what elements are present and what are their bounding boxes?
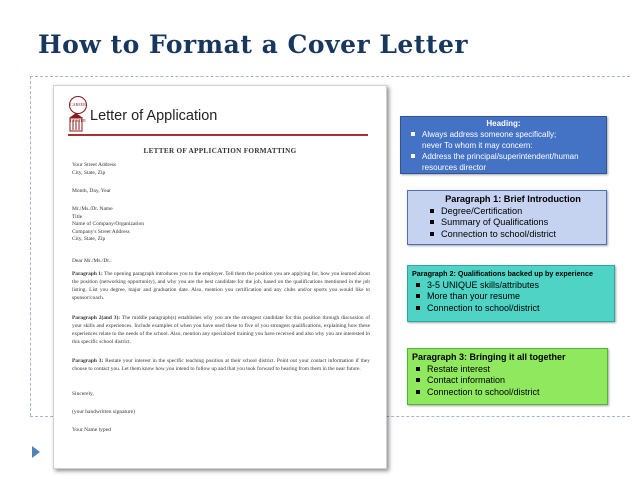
salutation-text: Dear Mr./Ms./Dr.: (72, 258, 112, 264)
heading-callout (400, 116, 607, 174)
callout-bullet-text: never To whom it may concern: (422, 141, 533, 150)
paragraph2-callout (407, 265, 615, 322)
paragraph2-callout-title: Paragraph 2: Qualifications backed up by experience (412, 269, 593, 278)
paragraph1-callout (407, 190, 607, 245)
callout-bullet: Always address someone specifically; (407, 129, 600, 140)
letter-paragraph-1 (72, 271, 370, 303)
career-center-seal: CAREER CENTER (69, 96, 87, 114)
recipient-line: Company's Street Address (72, 228, 130, 235)
closing (72, 391, 368, 399)
address-line: Your Street Address (72, 162, 117, 168)
callout-bullet: Connection to school/district (412, 387, 603, 399)
letter-paragraph-3 (72, 358, 370, 374)
callout-bullet: Connection to school/district (412, 303, 610, 315)
date-line (72, 188, 368, 196)
building-icon (69, 112, 83, 132)
callout-bullet: Address the principal/superintendent/human (407, 151, 600, 162)
recipient-line: Title (72, 213, 83, 220)
left-divider (30, 76, 31, 416)
callout-bullet: Summary of Qualifications (426, 217, 600, 229)
callout-bullet-continuation (407, 140, 600, 151)
closing-text: Sincerely, (72, 391, 94, 397)
letter-header-rule (68, 134, 368, 136)
title-divider (30, 76, 630, 77)
paragraph3-callout-title: Paragraph 3: Bringing it all together (412, 352, 566, 362)
paragraph2-callout-list (412, 280, 610, 315)
callout-bullet: 3-5 UNIQUE skills/attributes (412, 280, 610, 292)
salutation (72, 258, 368, 266)
paragraph3-callout (407, 348, 608, 405)
callout-bullet-text: resources director (422, 163, 487, 172)
letter-header-title: Letter of Application (90, 108, 218, 124)
recipient-line: Mr./Ms./Dr. Name (72, 206, 113, 212)
callout-bullet: Restate interest (412, 364, 603, 376)
callout-bullet: Connection to school/district (426, 229, 600, 241)
letter-document (53, 85, 387, 469)
slide-title: How to Format a Cover Letter (38, 30, 469, 59)
paragraph-label: Paragraph 2(and 3): (72, 315, 121, 321)
signature-text: (your handwritten signature) (72, 409, 135, 415)
paragraph-label: Paragraph 1: (72, 271, 103, 277)
heading-callout-title: Heading: (486, 119, 521, 128)
paragraph1-callout-title: Paragraph 1: Brief Introduction (445, 194, 581, 204)
letter-paragraph-2 (72, 315, 370, 347)
typed-name-text: Your Name typed (72, 427, 111, 433)
recipient-line: City, State, Zip (72, 236, 106, 242)
address-line: City, State, Zip (72, 169, 106, 176)
paragraph-text: The middle paragraph(s) establishes why you are the strongest candidate for this position through discussion of your skills and experiences. Include examples of when you have used these to five of you strongest qualifications, explaining how these experiences relate to the needs of the school. Also, mention any specialized training you have received and also why you are interested in this specific school district. (72, 315, 370, 345)
recipient-block (72, 206, 368, 244)
callout-bullet: More than your resume (412, 291, 610, 303)
typed-name (72, 427, 368, 435)
callout-bullet: Contact information (412, 375, 603, 387)
paragraph-text: Restate your interest in the specific teaching position at their school district. Point out your contact information if they choose to contact you. Let them know how you intend to follow up and that you look forward to hearing from them in the near future. (72, 358, 370, 372)
bullet-arrow-icon (32, 446, 40, 458)
signature (72, 409, 368, 417)
callout-bullet-continuation (407, 162, 600, 173)
paragraph3-callout-list (412, 364, 603, 399)
callout-bullet: Degree/Certification (426, 206, 600, 218)
paragraph-text: The opening paragraph introduces you to the employer. Tell them the position you are applying for, how you learned about the position (networking opportunity), and why you are the best candidate for the job, based on the qualifications mentioned in the job listing. List you degree, major and graduation date. Also, mention you certification and any clubs and/or sports you would like to sponsor/coach. (72, 271, 370, 301)
recipient-line: Name of Company/Organization (72, 221, 144, 227)
heading-callout-list (407, 129, 600, 173)
letter-subtitle: LETTER OF APPLICATION FORMATTING (143, 147, 297, 155)
paragraph-label: Paragraph 3: (72, 358, 104, 364)
date-text: Month, Day, Year (72, 188, 111, 194)
sender-address (72, 162, 368, 177)
paragraph1-callout-list (426, 206, 600, 241)
